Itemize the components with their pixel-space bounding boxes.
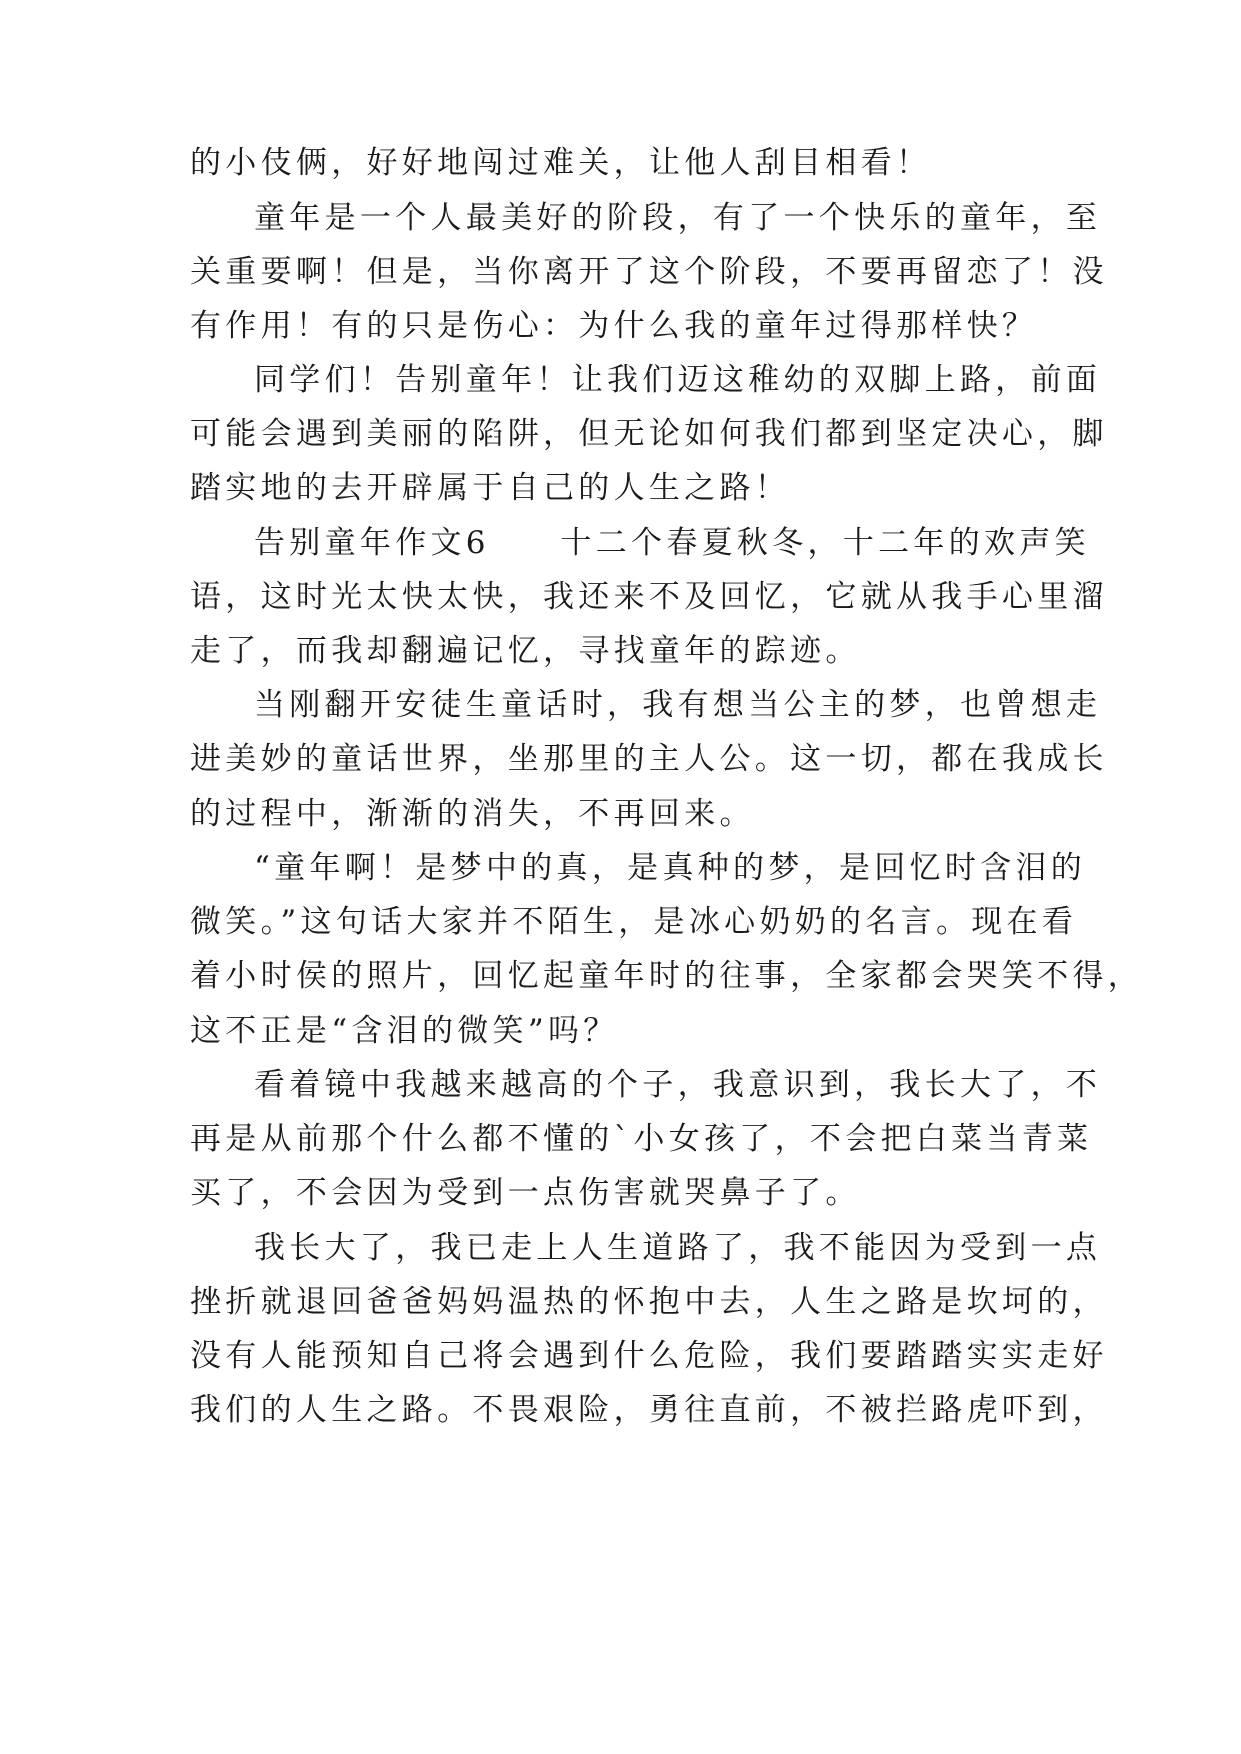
text-line: 有作用！有的只是伤心：为什么我的童年过得那样快？: [190, 308, 1038, 344]
text-line: 童年是一个人最美好的阶段，有了一个快乐的童年，至: [254, 200, 1102, 236]
text-line: 看着镜中我越来越高的个子，我意识到，我长大了，不: [254, 1067, 1102, 1103]
text-line: 挫折就退回爸爸妈妈温热的怀抱中去，人生之路是坎坷的，: [190, 1284, 1108, 1320]
text-line: 当刚翻开安徒生童话时，我有想当公主的梦，也曾想走: [254, 687, 1102, 723]
text-line: 语，这时光太快太快，我还来不及回忆，它就从我手心里溜: [190, 579, 1108, 615]
text-line: 的过程中，渐渐的消失，不再回来。: [190, 796, 755, 832]
text-line: 同学们！告别童年！让我们迈这稚幼的双脚上路，前面: [254, 362, 1102, 398]
text-line: 的小伎俩，好好地闯过难关，让他人刮目相看！: [190, 145, 932, 181]
text-line: 我长大了，我已走上人生道路了，我不能因为受到一点: [254, 1230, 1102, 1266]
text-line: 买了，不会因为受到一点伤害就哭鼻子了。: [190, 1175, 861, 1211]
text-line: 没有人能预知自己将会遇到什么危险，我们要踏踏实实走好: [190, 1338, 1108, 1374]
text-line: 微笑。”这句话大家并不陌生，是冰心奶奶的名言。现在看: [190, 904, 1078, 940]
text-line: 踏实地的去开辟属于自己的人生之路！: [190, 470, 791, 506]
text-line: 再是从前那个什么都不懂的`小女孩了，不会把白菜当青菜: [190, 1121, 1093, 1157]
text-line: “童年啊！是梦中的真，是真种的梦，是回忆时含泪的: [254, 850, 1087, 886]
text-line: 关重要啊！但是，当你离开了这个阶段，不要再留恋了！没: [190, 254, 1108, 290]
text-line: 着小时侯的照片，回忆起童年时的往事，全家都会哭笑不得，: [190, 958, 1144, 994]
text-line: 告别童年作文6 十二个春夏秋冬，十二年的欢声笑: [254, 525, 1090, 561]
text-line: 可能会遇到美丽的陷阱，但无论如何我们都到坚定决心，脚: [190, 416, 1108, 452]
text-line: 走了，而我却翻遍记忆，寻找童年的踪迹。: [190, 633, 861, 669]
text-line: 进美妙的童话世界，坐那里的主人公。这一切，都在我成长: [190, 741, 1108, 777]
text-line: 我们的人生之路。不畏艰险，勇往直前，不被拦路虎吓到，: [190, 1392, 1108, 1428]
text-line: 这不正是“含泪的微笑”吗？: [190, 1013, 619, 1049]
